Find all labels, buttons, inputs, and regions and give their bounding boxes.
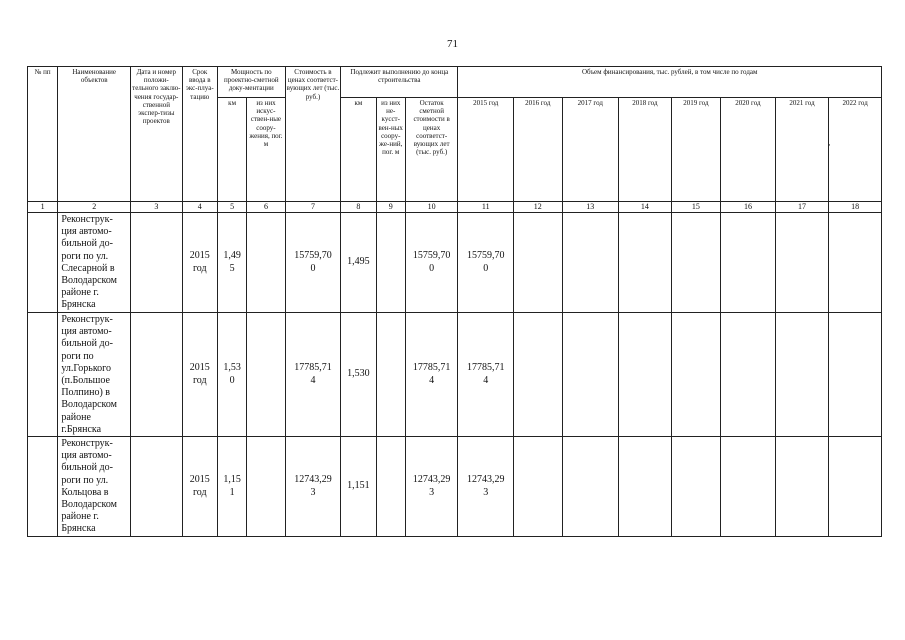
cell-todo-art <box>376 437 405 537</box>
cell-term: 2015 год <box>182 437 217 537</box>
object-name: Реконструк- ция автомо- бильной до- роги по ул. Слесарной в Володарском районе г. Брянска <box>58 213 131 313</box>
cell-capacity-km: 1,53 0 <box>217 313 246 437</box>
cell-todo-km: 1,530 <box>341 313 376 437</box>
cell-2018 <box>619 213 672 313</box>
column-number: 14 <box>619 202 672 213</box>
cell-2020 <box>721 213 776 313</box>
header-capacity-km: км <box>217 98 246 202</box>
cell-todo-remain: 17785,71 4 <box>405 313 458 437</box>
column-number: 6 <box>247 202 285 213</box>
cell-num <box>28 213 58 313</box>
cell-capacity-art <box>247 437 285 537</box>
header-todo-art: из них не-кусст-вен-ных соору-же-ний, пог. м <box>376 98 405 202</box>
cell-capacity-km: 1,49 5 <box>217 213 246 313</box>
cell-date <box>131 213 183 313</box>
column-number: 2 <box>58 202 131 213</box>
cell-2019 <box>671 213 721 313</box>
cell-2020 <box>721 437 776 537</box>
header-year: 2020 год <box>721 98 776 202</box>
header-date: Дата и номер положи-тельного заклю-чения государ-ственной экспер-тизы проектов <box>131 67 183 202</box>
header-year: 2022 год <box>829 98 882 202</box>
column-number: 13 <box>562 202 619 213</box>
cell-2015: 15759,70 0 <box>458 213 514 313</box>
header-year: 2017 год <box>562 98 619 202</box>
cell-2017 <box>562 437 619 537</box>
header-year: 2016 год <box>514 98 563 202</box>
object-name: Реконструк- ция автомо- бильной до- роги по ул.Горького (п.Большое Полпино) в Володарском районе г.Брянска <box>58 313 131 437</box>
cell-cost: 12743,29 3 <box>285 437 341 537</box>
cell-2021 <box>775 313 829 437</box>
header-todo-remain: Остаток сметной стоимости в ценах соответст-вующих лет (тыс. руб.) <box>405 98 458 202</box>
header-year: 2018 год <box>619 98 672 202</box>
cell-capacity-km: 1,15 1 <box>217 437 246 537</box>
cell-todo-km: 1,495 <box>341 213 376 313</box>
header-term: Срок ввода в экс-плуа-тацию <box>182 67 217 202</box>
cell-todo-art <box>376 213 405 313</box>
column-number: 10 <box>405 202 458 213</box>
cell-2018 <box>619 437 672 537</box>
column-number: 5 <box>217 202 246 213</box>
header-year: 2019 год <box>671 98 721 202</box>
column-number: 1 <box>28 202 58 213</box>
cell-todo-km: 1,151 <box>341 437 376 537</box>
cell-2021 <box>775 213 829 313</box>
column-number: 4 <box>182 202 217 213</box>
cell-capacity-art <box>247 213 285 313</box>
cell-2018 <box>619 313 672 437</box>
column-number: 18 <box>829 202 882 213</box>
cell-2019 <box>671 313 721 437</box>
column-number-row <box>28 202 882 213</box>
cell-2020 <box>721 313 776 437</box>
table-row <box>28 437 882 537</box>
cell-2017 <box>562 213 619 313</box>
header-funding: Объем финансирования, тыс. рублей, в том числе по годам <box>458 67 882 98</box>
header-cost: Стоимость в ценах соответст-вующих лет (тыс. руб.) <box>285 67 341 202</box>
column-number: 9 <box>376 202 405 213</box>
financing-table <box>27 66 882 537</box>
cell-2019 <box>671 437 721 537</box>
cell-2016 <box>514 313 563 437</box>
header-num: № пп <box>28 67 58 202</box>
cell-2022 <box>829 437 882 537</box>
table-row <box>28 213 882 313</box>
header-name: Наименование объектов <box>58 67 131 202</box>
column-number: 16 <box>721 202 776 213</box>
cell-2017 <box>562 313 619 437</box>
column-number: 11 <box>458 202 514 213</box>
column-number: 7 <box>285 202 341 213</box>
stray-mark: · <box>828 140 831 150</box>
object-name: Реконструк- ция автомо- бильной до- роги по ул. Кольцова в Володарском районе г. Брянска <box>58 437 131 537</box>
cell-date <box>131 437 183 537</box>
cell-todo-remain: 15759,70 0 <box>405 213 458 313</box>
cell-cost: 15759,70 0 <box>285 213 341 313</box>
cell-2016 <box>514 213 563 313</box>
cell-term: 2015 год <box>182 313 217 437</box>
header-todo-km: км <box>341 98 376 202</box>
cell-todo-remain: 12743,29 3 <box>405 437 458 537</box>
cell-num <box>28 437 58 537</box>
cell-2022 <box>829 213 882 313</box>
column-number: 15 <box>671 202 721 213</box>
cell-2021 <box>775 437 829 537</box>
header-capacity-art: из них искус-ствен-ные соору-жения, пог. м <box>247 98 285 202</box>
column-number: 12 <box>514 202 563 213</box>
cell-2015: 17785,71 4 <box>458 313 514 437</box>
cell-term: 2015 год <box>182 213 217 313</box>
cell-num <box>28 313 58 437</box>
cell-date <box>131 313 183 437</box>
cell-todo-art <box>376 313 405 437</box>
cell-capacity-art <box>247 313 285 437</box>
cell-2015: 12743,29 3 <box>458 437 514 537</box>
cell-2022 <box>829 313 882 437</box>
table-row <box>28 313 882 437</box>
column-number: 3 <box>131 202 183 213</box>
page-number: 71 <box>447 38 458 50</box>
header-todo: Подлежит выполнению до конца строительства <box>341 67 458 98</box>
column-number: 8 <box>341 202 376 213</box>
header-year: 2021 год <box>775 98 829 202</box>
cell-cost: 17785,71 4 <box>285 313 341 437</box>
header-capacity: Мощность по проектно-сметной доку-ментации <box>217 67 285 98</box>
cell-2016 <box>514 437 563 537</box>
column-number: 17 <box>775 202 829 213</box>
header-year: 2015 год <box>458 98 514 202</box>
